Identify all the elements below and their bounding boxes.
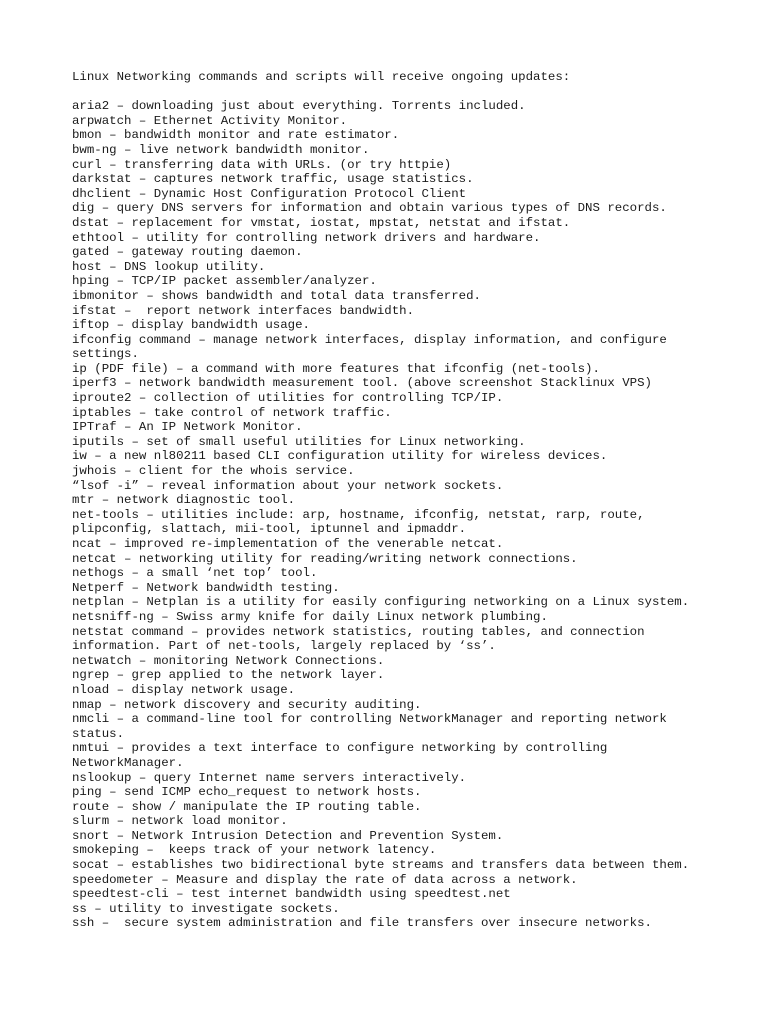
command-line: smokeping – keeps track of your network latency.: [72, 843, 437, 858]
command-line: ifconfig command – manage network interfaces, display information, and configure: [72, 332, 667, 347]
command-line: socat – establishes two bidirectional byte streams and transfers data between them.: [72, 858, 690, 873]
command-line: NetworkManager.: [72, 755, 184, 770]
command-line: mtr – network diagnostic tool.: [72, 493, 296, 508]
command-line: iw – a new nl80211 based CLI configuration utility for wireless devices.: [72, 449, 608, 464]
command-line: iftop – display bandwidth usage.: [72, 318, 310, 333]
command-line: netstat command – provides network statistics, routing tables, and connection: [72, 624, 645, 639]
command-line: gated – gateway routing daemon.: [72, 245, 303, 260]
command-line: nload – display network usage.: [72, 682, 296, 697]
command-line: iputils – set of small useful utilities for Linux networking.: [72, 434, 526, 449]
command-line: nslookup – query Internet name servers interactively.: [72, 770, 467, 785]
command-line: slurm – network load monitor.: [72, 814, 288, 829]
command-line: settings.: [72, 347, 139, 362]
command-line: arpwatch – Ethernet Activity Monitor.: [72, 113, 348, 128]
command-line: ss – utility to investigate sockets.: [72, 901, 340, 916]
command-line: ngrep – grep applied to the network layer.: [72, 668, 385, 683]
command-line: ethtool – utility for controlling network drivers and hardware.: [72, 230, 541, 245]
command-line: ip (PDF file) – a command with more features that ifconfig (net-tools).: [72, 361, 600, 376]
command-line: bwm-ng – live network bandwidth monitor.: [72, 142, 370, 157]
command-line: nmcli – a command-line tool for controlling NetworkManager and reporting network: [72, 712, 667, 727]
command-line: darkstat – captures network traffic, usage statistics.: [72, 172, 474, 187]
command-line: jwhois – client for the whois service.: [72, 464, 355, 479]
command-line: netsniff-ng – Swiss army knife for daily Linux network plumbing.: [72, 609, 548, 624]
command-line: aria2 – downloading just about everything. Torrents included.: [72, 99, 526, 114]
command-line: route – show / manipulate the IP routing table.: [72, 799, 422, 814]
command-line: ping – send ICMP echo_request to network hosts.: [72, 785, 422, 800]
command-line: ifstat – report network interfaces bandwidth.: [72, 303, 415, 318]
command-line: IPTraf – An IP Network Monitor.: [72, 420, 303, 435]
command-line: netplan – Netplan is a utility for easily configuring networking on a Linux system.: [72, 595, 690, 610]
command-line: iperf3 – network bandwidth measurement tool. (above screenshot Stacklinux VPS): [72, 376, 652, 391]
command-line: plipconfig, slattach, mii-tool, iptunnel and ipmaddr.: [72, 522, 467, 537]
command-line: speedtest-cli – test internet bandwidth using speedtest.net: [72, 887, 511, 902]
command-line: dstat – replacement for vmstat, iostat, mpstat, netstat and ifstat.: [72, 215, 571, 230]
document-page: [72, 70, 752, 931]
command-line: nethogs – a small ‘net top’ tool.: [72, 566, 318, 581]
document-intro: Linux Networking commands and scripts will receive ongoing updates:: [72, 70, 571, 84]
command-list: [72, 99, 752, 931]
command-line: ncat – improved re-implementation of the venerable netcat.: [72, 537, 504, 551]
command-line: netwatch – monitoring Network Connections.: [72, 653, 385, 668]
command-line: information. Part of net-tools, largely replaced by ‘ss’.: [72, 639, 496, 654]
command-line: host – DNS lookup utility.: [72, 259, 266, 274]
command-line: dhclient – Dynamic Host Configuration Protocol Client: [72, 186, 467, 201]
command-line: ibmonitor – shows bandwidth and total data transferred.: [72, 288, 481, 303]
command-line: hping – TCP/IP packet assembler/analyzer.: [72, 274, 377, 289]
command-line: iproute2 – collection of utilities for controlling TCP/IP.: [72, 391, 504, 406]
command-line: dig – query DNS servers for information and obtain various types of DNS records.: [72, 201, 667, 216]
command-line: status.: [72, 726, 125, 741]
command-line: speedometer – Measure and display the rate of data across a network.: [72, 872, 578, 887]
command-line: net-tools – utilities include: arp, hostname, ifconfig, netstat, rarp, route,: [72, 507, 645, 522]
command-line: nmtui – provides a text interface to configure networking by controlling: [72, 741, 608, 756]
command-line: curl – transferring data with URLs. (or try httpie): [72, 157, 452, 172]
command-line: nmap – network discovery and security auditing.: [72, 697, 422, 712]
command-line: Netperf – Network bandwidth testing.: [72, 580, 340, 595]
command-line: iptables – take control of network traffic.: [72, 405, 392, 420]
command-line: bmon – bandwidth monitor and rate estimator.: [72, 128, 400, 143]
command-line: snort – Network Intrusion Detection and Prevention System.: [72, 828, 504, 843]
command-line: “lsof -i” – reveal information about your network sockets.: [72, 478, 504, 493]
command-line: ssh – secure system administration and file transfers over insecure networks.: [72, 916, 652, 931]
command-line: netcat – networking utility for reading/writing network connections.: [72, 551, 578, 566]
